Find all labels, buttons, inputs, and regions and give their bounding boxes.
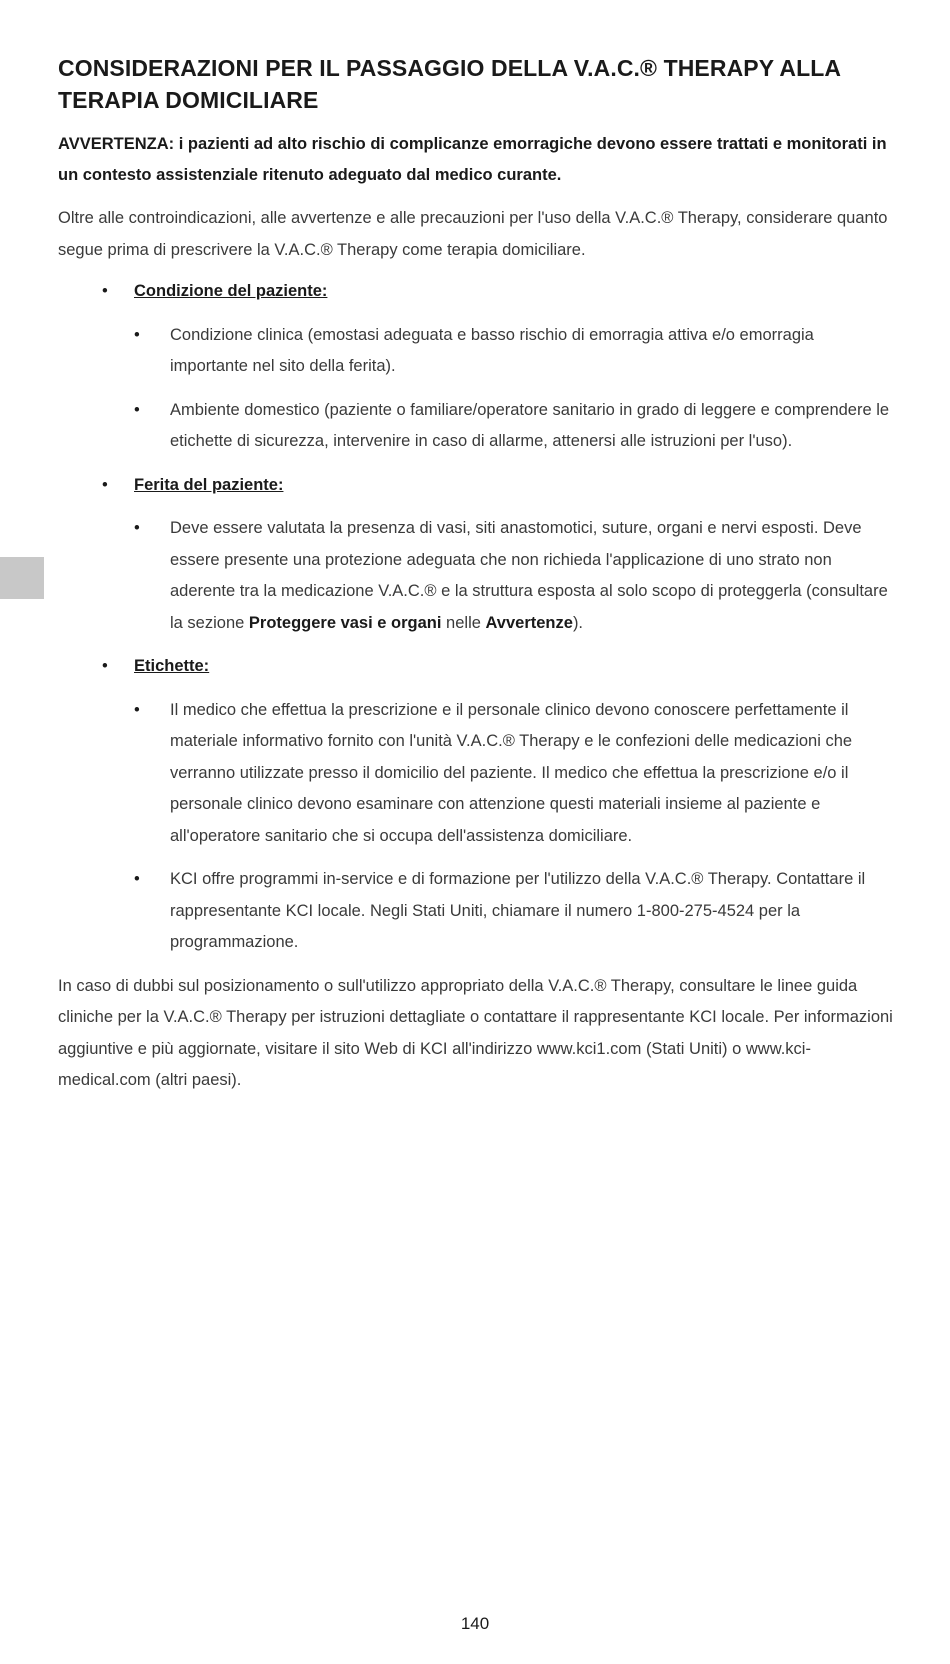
document-page — [58, 52, 896, 1097]
closing-paragraph: In caso di dubbi sul posizionamento o sull'utilizzo appropriato della V.A.C.® Therapy, consultare le linee guida cliniche per la V.A.C.® Therapy per istruzioni dettagliate o contattare il rappresentante KCI locale. Per informazioni aggiuntive e più aggiornate, visitare il sito Web di KCI all'indirizzo www.kci1.com (Stati Uniti) o www.kci-medical.com (altri paesi). — [58, 976, 893, 1089]
list-item — [58, 651, 896, 959]
intro-paragraph: Oltre alle controindicazioni, alle avvertenze e alle precauzioni per l'uso della V.A.C.® Therapy, considerare quanto segue prima di prescrivere la V.A.C.® Therapy come terapia domiciliare. — [58, 209, 888, 259]
list-item-text: Condizione clinica (emostasi adeguata e basso rischio di emorragia attiva e/o emorragia importante nel sito della ferita). — [170, 325, 814, 375]
sub-list — [134, 695, 896, 959]
text-run: Deve essere valutata la presenza di vasi, siti anastomotici, suture, organi e nervi esposti. Deve essere presente una protezione adeguata che non richieda l'applicazione di uno strato non aderente tra la medicazione V.A.C.® e la struttura esposta al solo scopo di proteggerla (consultare la sezione — [170, 519, 888, 632]
text-run: ). — [572, 613, 584, 632]
bullet-icon: • — [134, 870, 140, 888]
list-item — [134, 695, 896, 853]
list-item-text: Ambiente domestico (paziente o familiare/operatore sanitario in grado di leggere e comprendere le etichette di sicurezza, intervenire in caso di allarme, attenersi alle istruzioni per l'uso). — [170, 400, 890, 450]
list-item — [134, 864, 896, 959]
section-heading: Condizione del paziente: — [134, 282, 328, 300]
page-number: 140 — [460, 1614, 490, 1633]
list-item — [134, 513, 896, 639]
list-item-text: KCI offre programmi in-service e di formazione per l'utilizzo della V.A.C.® Therapy. Contattare il rappresentante KCI locale. Negli Stati Uniti, chiamare il numero 1-800-275-4524 per la programmazione. — [170, 870, 866, 951]
considerations-list — [58, 276, 896, 959]
section-heading: Ferita del paziente: — [134, 475, 284, 494]
page-title: CONSIDERAZIONI PER IL PASSAGGIO DELLA V.A.C.® THERAPY ALLA TERAPIA DOMICILIARE — [58, 55, 841, 113]
bullet-icon: • — [102, 282, 108, 300]
bullet-icon: • — [102, 657, 108, 675]
list-item — [58, 470, 896, 640]
sub-list — [134, 513, 896, 639]
bullet-icon: • — [102, 475, 108, 494]
bold-reference: Avvertenze — [485, 613, 573, 632]
bold-reference: Proteggere vasi e organi — [248, 613, 442, 632]
list-item-text: Il medico che effettua la prescrizione e il personale clinico devono conoscere perfettamente il materiale informativo fornito con l'unità V.A.C.® Therapy e le confezioni delle medicazioni che verranno utilizzate presso il domicilio del paziente. Il medico che effettua la prescrizione e/o il personale clinico devono esaminare con attenzione questi materiali insieme al paziente e all'operatore sanitario che si occupa dell'assistenza domiciliare. — [170, 700, 853, 845]
bullet-icon: • — [134, 400, 140, 419]
text-run: nelle — [441, 613, 486, 632]
list-item — [134, 395, 896, 458]
list-item — [134, 320, 896, 383]
bullet-icon: • — [134, 519, 140, 537]
list-item — [58, 276, 896, 458]
bullet-icon: • — [134, 700, 140, 719]
section-heading: Etichette: — [134, 657, 210, 675]
section-tab-marker — [0, 557, 44, 599]
sub-list — [134, 320, 896, 458]
list-item-text — [170, 513, 896, 639]
bullet-icon: • — [134, 325, 140, 344]
warning-text: AVVERTENZA: i pazienti ad alto rischio di complicanze emorragiche devono essere trattati e monitorati in un contesto assistenziale ritenuto adeguato dal medico curante. — [58, 135, 887, 184]
